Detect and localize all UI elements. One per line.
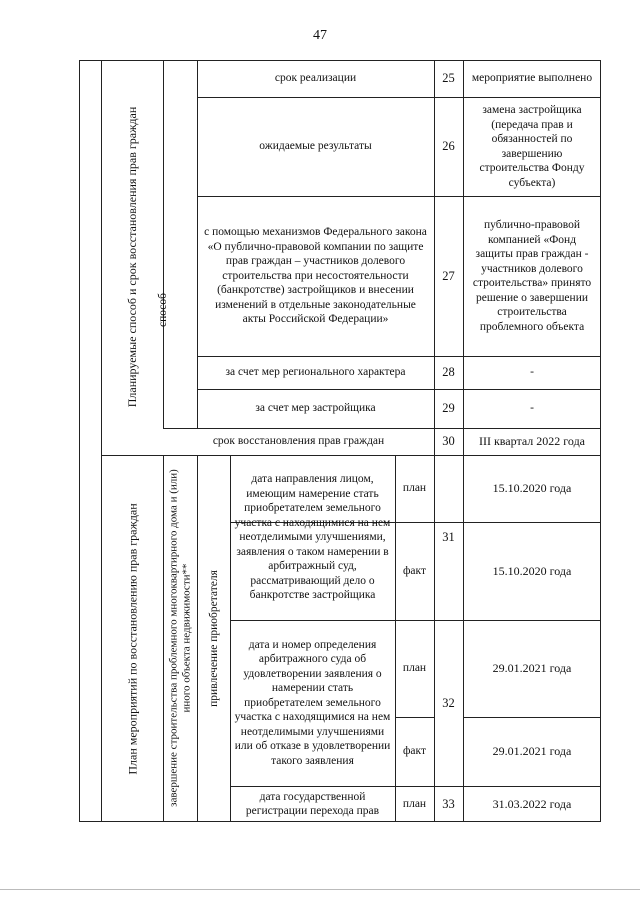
- row-25-label: срок реализации: [274, 72, 357, 85]
- row-33-plan-label: план: [402, 797, 427, 810]
- section2-title: План мероприятий по восстановлению прав граждан: [125, 503, 140, 775]
- row-32-plan-value: 29.01.2021 года: [492, 661, 572, 676]
- row-31-label: дата направления лицом, имеющим намерение стать приобретателем земельного участка с находящимися на нем неотделимыми улучшениями, заявления о таком намерении в арбитражный суд, рассматривающий дело о банкротстве застройщика: [234, 473, 391, 602]
- row-29-value: -: [530, 402, 534, 415]
- row-25-value: мероприятие выполнено: [471, 72, 593, 85]
- row-32-fact-value: 29.01.2021 года: [492, 744, 572, 759]
- section2-sub2: привлечение приобретателя: [207, 570, 220, 707]
- row-27-value: публично-правовой компанией «Фонд защиты прав граждан - участников долевого строительства» принято решение о завершении строительства проблемного объекта: [472, 219, 592, 333]
- row-31-num: 31: [442, 530, 455, 545]
- row-27-label: с помощью механизмов Федерального закона «О публично-правовой компании по защите прав граждан – участников долевого строительства при несостоятельности (банкротстве) застройщиков и внесении изменений в отдельные законодательные акты Российской Федерации»: [204, 226, 427, 326]
- row-32-plan-label: план: [402, 662, 427, 675]
- row-31-plan-value: 15.10.2020 года: [492, 481, 572, 496]
- sposob-label: способ: [157, 293, 169, 328]
- row-25-num: 25: [442, 71, 455, 86]
- page-bottom-rule: [0, 889, 640, 890]
- page-number: 47: [313, 28, 327, 43]
- row-33-num: 33: [442, 796, 455, 811]
- row-26-value: замена застройщика (передача прав и обязанностей по завершению строительства Фонду субъекта): [479, 104, 585, 189]
- row-32-label: дата и номер определения арбитражного суда об удовлетворении заявления о намерении стать приобретателем земельного участка с находящимися на нем неотделимыми улучшениями или об отказе в удовлетворении такого заявления: [234, 638, 391, 767]
- row-28-label: за счет мер регионального характера: [225, 366, 406, 379]
- section2-subtitle: завершение строительства проблемного многоквартирного дома и (или) иного объекта недвижимости**: [167, 469, 193, 807]
- row-28-num: 28: [442, 365, 455, 380]
- row-26-label: ожидаемые результаты: [259, 140, 372, 153]
- row-33-label: дата государственной регистрации перехода прав: [245, 790, 380, 817]
- row-27-num: 27: [442, 268, 455, 283]
- row-29-num: 29: [442, 401, 455, 416]
- row-30-label: срок восстановления прав граждан: [212, 435, 385, 448]
- row-32-fact-label: факт: [402, 745, 427, 758]
- row-31-fact-label: факт: [402, 564, 427, 577]
- row-31-fact-value: 15.10.2020 года: [492, 563, 572, 578]
- row-33-plan-value: 31.03.2022 года: [492, 796, 572, 811]
- row-26-num: 26: [442, 139, 455, 154]
- row-31-plan-label: план: [402, 482, 427, 495]
- row-29-label: за счет мер застройщика: [255, 402, 376, 415]
- row-28-value: -: [530, 366, 534, 379]
- section1-title: Планируемые способ и срок восстановления прав граждан: [125, 106, 139, 408]
- row-30-num: 30: [442, 434, 455, 449]
- row-32-num: 32: [442, 695, 455, 710]
- row-30-value: III квартал 2022 года: [478, 434, 585, 449]
